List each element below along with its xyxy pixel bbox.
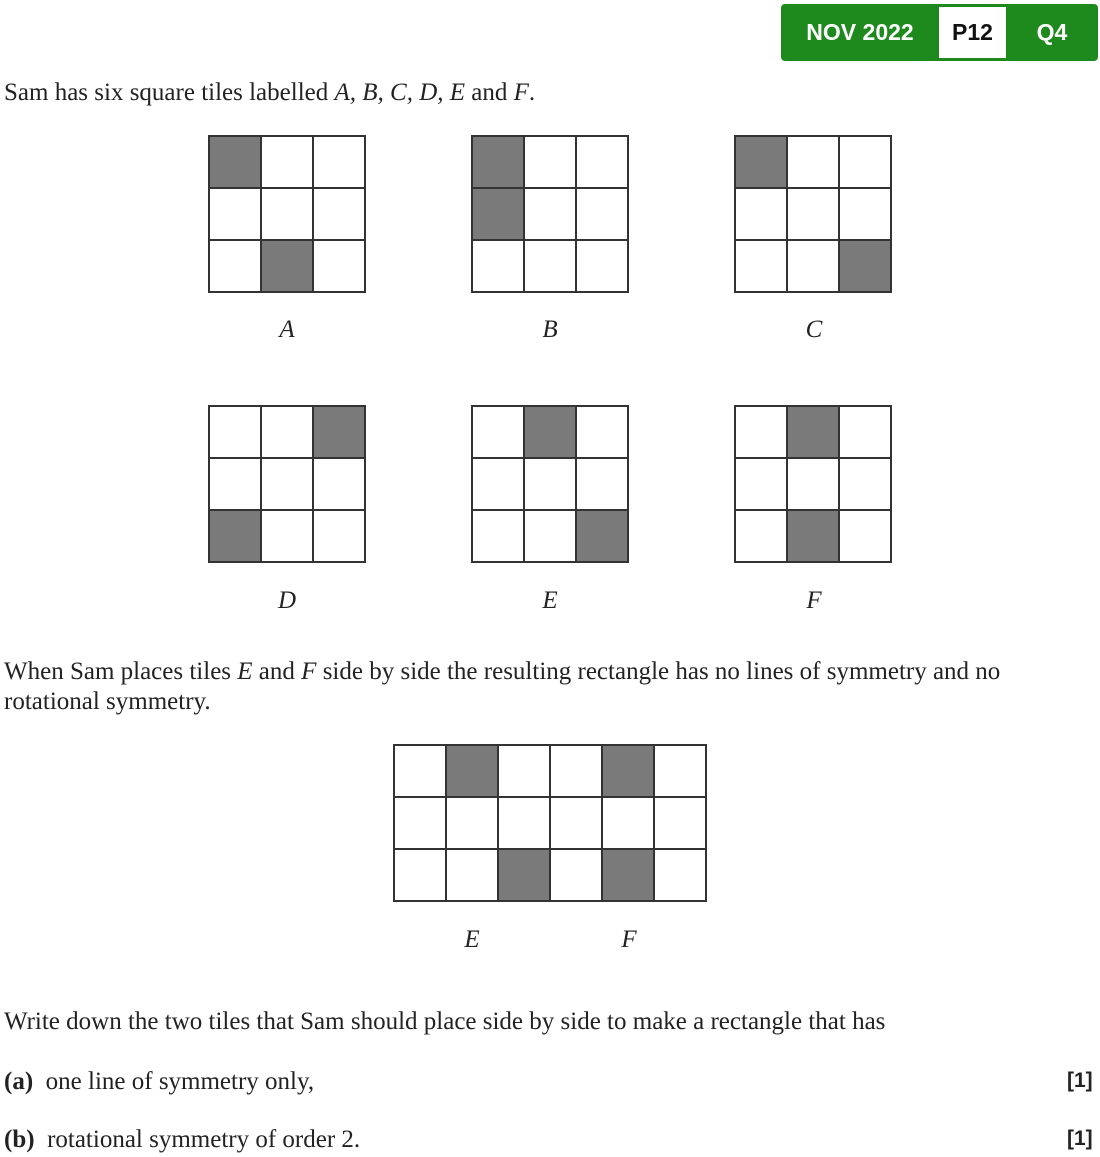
example-cell: [655, 798, 707, 850]
part-b-text: rotational symmetry of order 2.: [47, 1126, 361, 1153]
tile-e-cell: [577, 407, 629, 459]
example-cell: [447, 798, 499, 850]
tile-e-cell: [525, 511, 577, 563]
example-line-1: When Sam places tiles E and F side by side the resulting rectangle has no lines of symmetry and no: [4, 658, 1001, 685]
example-shaded-cell: [499, 850, 551, 902]
part-b-label: (b): [4, 1126, 35, 1153]
example-label-f: F: [621, 926, 637, 953]
example-shaded-cell: [603, 746, 655, 798]
tile-c-cell: [788, 241, 840, 293]
tile-f-cell: [840, 407, 892, 459]
tile-a-cell: [262, 189, 314, 241]
instruction-text: Write down the two tiles that Sam should place side by side to make a rectangle that has: [4, 1008, 886, 1035]
tile-c-grid: [734, 135, 892, 293]
tile-d-grid: [208, 405, 366, 563]
tile-c-shaded-cell: [840, 241, 892, 293]
tile-a-cell: [210, 241, 262, 293]
tile-c-cell: [788, 137, 840, 189]
tile-e-cell: [473, 511, 525, 563]
example-label-e: E: [464, 926, 480, 953]
tile-f-grid: [734, 405, 892, 563]
tile-d-shaded-cell: [314, 407, 366, 459]
tile-b-cell: [577, 241, 629, 293]
example-cell: [603, 798, 655, 850]
example-cell: [395, 746, 447, 798]
example-cell: [551, 746, 603, 798]
tile-a-label: A: [279, 316, 295, 343]
tile-e-cell: [473, 459, 525, 511]
tile-d-cell: [314, 459, 366, 511]
tile-d-cell: [262, 407, 314, 459]
example-cell: [499, 746, 551, 798]
tile-c-cell: [736, 189, 788, 241]
tile-c-cell: [840, 189, 892, 241]
tile-d-cell: [262, 459, 314, 511]
example-cell: [655, 850, 707, 902]
tile-e-shaded-cell: [577, 511, 629, 563]
tile-b-label: B: [542, 316, 558, 343]
tile-d-label: D: [277, 587, 297, 614]
tile-b-cell: [577, 137, 629, 189]
example-cell: [499, 798, 551, 850]
tile-a-cell: [314, 241, 366, 293]
tile-f-cell: [840, 459, 892, 511]
tile-a-shaded-cell: [210, 137, 262, 189]
part-b: [4, 1125, 360, 1155]
intro-text: Sam has six square tiles labelled A, B, C, D, E and F.: [4, 79, 536, 106]
tile-f-cell: [736, 459, 788, 511]
part-b-marks: [1]: [1067, 1127, 1093, 1150]
part-a: [4, 1067, 314, 1097]
tile-a-shaded-cell: [262, 241, 314, 293]
tile-e-cell: [473, 407, 525, 459]
tile-a-cell: [314, 137, 366, 189]
badge-date: NOV 2022: [806, 19, 914, 45]
question-badge: [781, 4, 1098, 61]
badge-paper: P12: [939, 7, 1006, 58]
example-shaded-cell: [603, 850, 655, 902]
tile-a-grid: [208, 135, 366, 293]
example-rectangle-grid: [393, 744, 707, 902]
tile-d-cell: [314, 511, 366, 563]
tile-b-cell: [525, 189, 577, 241]
tile-d-cell: [262, 511, 314, 563]
tile-e-cell: [525, 459, 577, 511]
tile-e-shaded-cell: [525, 407, 577, 459]
tile-b-grid: [471, 135, 629, 293]
tile-d-shaded-cell: [210, 511, 262, 563]
tile-b-cell: [577, 189, 629, 241]
tile-c-cell: [736, 241, 788, 293]
tile-b-cell: [525, 137, 577, 189]
tile-a-cell: [210, 189, 262, 241]
part-a-label: (a): [4, 1068, 34, 1095]
tile-b-cell: [525, 241, 577, 293]
tile-f-shaded-cell: [788, 407, 840, 459]
tile-b-shaded-cell: [473, 189, 525, 241]
tile-e-grid: [471, 405, 629, 563]
example-cell: [447, 850, 499, 902]
badge-question: Q4: [1036, 19, 1068, 45]
tile-c-cell: [840, 137, 892, 189]
tile-f-cell: [840, 511, 892, 563]
tile-e-cell: [577, 459, 629, 511]
tile-a-cell: [314, 189, 366, 241]
tile-f-cell: [736, 407, 788, 459]
example-cell: [655, 746, 707, 798]
tile-d-cell: [210, 459, 262, 511]
tile-c-cell: [788, 189, 840, 241]
tile-d-cell: [210, 407, 262, 459]
tile-f-cell: [736, 511, 788, 563]
tile-c-label: C: [805, 316, 823, 343]
tile-f-shaded-cell: [788, 511, 840, 563]
tile-f-label: F: [806, 587, 822, 614]
tile-e-label: E: [542, 587, 558, 614]
example-cell: [551, 850, 603, 902]
example-shaded-cell: [447, 746, 499, 798]
tile-b-cell: [473, 241, 525, 293]
tile-c-shaded-cell: [736, 137, 788, 189]
part-a-text: one line of symmetry only,: [45, 1068, 315, 1095]
tile-f-cell: [788, 459, 840, 511]
example-cell: [551, 798, 603, 850]
example-cell: [395, 850, 447, 902]
example-line-2: rotational symmetry.: [4, 688, 211, 715]
tile-b-shaded-cell: [473, 137, 525, 189]
part-a-marks: [1]: [1067, 1069, 1093, 1092]
example-cell: [395, 798, 447, 850]
tile-a-cell: [262, 137, 314, 189]
